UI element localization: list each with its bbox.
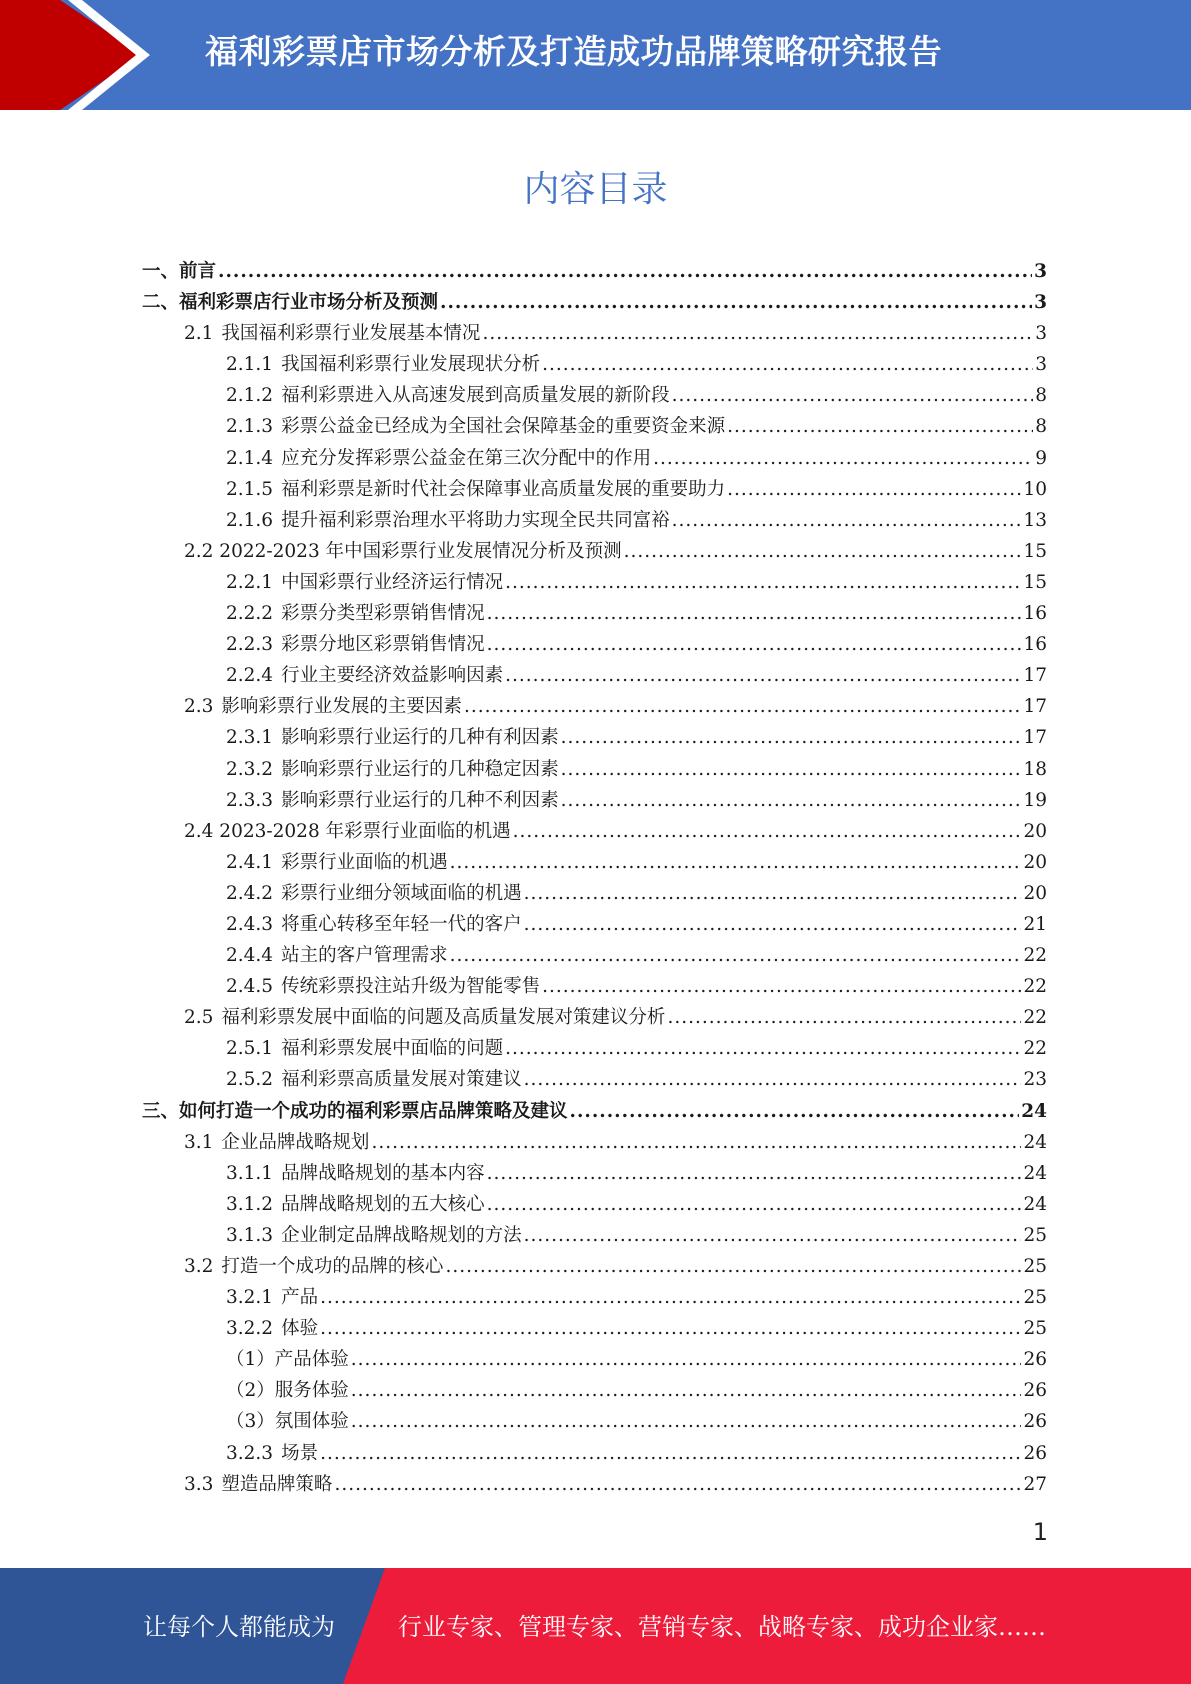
toc-entry-page: 26 [1023, 1380, 1047, 1402]
toc-entry-number: 2.1.2 [226, 385, 274, 407]
toc-entry-title: 影响彩票行业运行的几种稳定因素 [281, 758, 559, 780]
footer-banner [0, 1568, 1191, 1684]
toc-leader-dots [487, 629, 1022, 660]
toc-entry-page: 24 [1021, 1100, 1047, 1122]
toc-entry-page: 22 [1023, 945, 1047, 967]
toc-entry-page: 20 [1023, 851, 1047, 873]
toc-entry-number: 2.4.3 [226, 913, 274, 935]
toc-leader-dots [667, 1002, 1021, 1033]
toc-entry-title: 2.2 2022-2023 年中国彩票行业发展情况分析及预测 [184, 540, 622, 562]
toc-entry-page: 22 [1023, 976, 1047, 998]
toc-entry-number: 2.3.3 [226, 789, 274, 811]
toc-leader-dots [570, 1096, 1020, 1127]
toc-entry[interactable] [142, 971, 1047, 1002]
toc-entry-page: 17 [1023, 696, 1047, 718]
toc-leader-dots [653, 443, 1033, 474]
toc-leader-dots [334, 1469, 1021, 1500]
toc-entry[interactable] [142, 256, 1047, 287]
toc-entry-page: 16 [1023, 634, 1047, 656]
toc-entry-title: 三、如何打造一个成功的福利彩票店品牌策略及建议 [142, 1100, 568, 1122]
toc-entry[interactable] [142, 1002, 1047, 1033]
toc-entry-title: 2.4 2023-2028 年彩票行业面临的机遇 [184, 820, 511, 842]
toc-entry-page: 24 [1023, 1162, 1047, 1184]
toc-leader-dots [727, 411, 1033, 442]
toc-entry-title: 体验 [281, 1318, 319, 1340]
toc-leader-dots [371, 1127, 1021, 1158]
toc-leader-dots [450, 847, 1022, 878]
toc-leader-dots [505, 660, 1021, 691]
toc-entry-title: 福利彩票高质量发展对策建议 [281, 1069, 522, 1091]
toc-entry-title: 中国彩票行业经济运行情况 [281, 571, 504, 593]
toc-entry[interactable] [142, 287, 1047, 318]
toc-entry[interactable] [142, 1344, 1047, 1375]
toc-leader-dots [464, 691, 1022, 722]
toc-heading: 内容目录 [523, 169, 668, 210]
toc-entry-number: 2.1.1 [226, 354, 274, 376]
toc-entry-title: 塑造品牌策略 [221, 1473, 333, 1495]
toc-entry[interactable] [142, 847, 1047, 878]
toc-entry-title: 福利彩票发展中面临的问题 [281, 1038, 504, 1060]
toc-entry[interactable] [142, 1033, 1047, 1064]
toc-leader-dots [487, 598, 1022, 629]
toc-entry-title: 彩票行业细分领域面临的机遇 [281, 882, 522, 904]
toc-leader-dots [524, 909, 1022, 940]
table-of-contents [142, 256, 1047, 1500]
toc-entry-page: 26 [1023, 1349, 1047, 1371]
toc-entry-title: 影响彩票行业运行的几种有利因素 [281, 727, 559, 749]
toc-entry[interactable] [142, 318, 1047, 349]
toc-entry-title: 福利彩票进入从高速发展到高质量发展的新阶段 [281, 385, 670, 407]
toc-entry-page: 15 [1023, 571, 1047, 593]
toc-entry[interactable] [142, 474, 1047, 505]
toc-entry-page: 25 [1023, 1318, 1047, 1340]
toc-leader-dots [482, 318, 1033, 349]
toc-entry[interactable] [142, 754, 1047, 785]
toc-entry[interactable] [142, 722, 1047, 753]
toc-entry-page: 20 [1023, 820, 1047, 842]
toc-entry-number: （2） [226, 1380, 275, 1402]
toc-entry-number: 2.2.4 [226, 665, 274, 687]
toc-entry-page: 17 [1023, 665, 1047, 687]
toc-entry-title: 企业制定品牌战略规划的方法 [281, 1224, 522, 1246]
toc-entry-title: 福利彩票是新时代社会保障事业高质量发展的重要助力 [281, 478, 726, 500]
toc-leader-dots [487, 1189, 1022, 1220]
toc-entry-title: 彩票分地区彩票销售情况 [281, 634, 485, 656]
toc-leader-dots [320, 1438, 1021, 1469]
toc-entry[interactable] [142, 660, 1047, 691]
toc-entry-page: 3 [1035, 323, 1047, 345]
toc-leader-dots [524, 1220, 1022, 1251]
toc-leader-dots [505, 567, 1021, 598]
toc-entry[interactable] [142, 1158, 1047, 1189]
toc-entry-page: 8 [1035, 385, 1047, 407]
toc-entry[interactable] [142, 1064, 1047, 1095]
toc-leader-dots [320, 1282, 1021, 1313]
toc-entry[interactable] [142, 598, 1047, 629]
toc-leader-dots [218, 256, 1032, 287]
toc-entry[interactable] [142, 443, 1047, 474]
toc-entry-number: 2.4.4 [226, 945, 274, 967]
toc-entry-title: 彩票分类型彩票销售情况 [281, 603, 485, 625]
toc-leader-dots [505, 1033, 1021, 1064]
toc-entry-number: 2.5.2 [226, 1069, 274, 1091]
toc-entry-title: 打造一个成功的品牌的核心 [221, 1256, 444, 1277]
toc-entry-title: 品牌战略规划的基本内容 [281, 1162, 485, 1184]
toc-leader-dots [524, 878, 1022, 909]
toc-entry-page: 8 [1035, 416, 1047, 438]
toc-entry-number: 3.1.3 [226, 1224, 274, 1246]
toc-entry-page: 27 [1023, 1473, 1047, 1495]
toc-entry[interactable] [142, 1096, 1047, 1127]
toc-entry-page: 3 [1035, 354, 1047, 376]
toc-entry-number: 2.3.2 [226, 758, 274, 780]
toc-entry-page: 3 [1034, 261, 1047, 282]
toc-entry[interactable] [142, 567, 1047, 598]
toc-entry-number: 2.4.2 [226, 882, 274, 904]
toc-entry-title: 氛围体验 [274, 1411, 349, 1433]
toc-entry-page: 15 [1023, 540, 1047, 562]
toc-entry-title: 企业品牌战略规划 [221, 1131, 370, 1153]
toc-entry-number: 2.1.4 [226, 447, 274, 469]
toc-entry-number: 2.3.1 [226, 727, 274, 749]
toc-leader-dots [524, 1064, 1022, 1095]
toc-entry-number: （3） [226, 1411, 275, 1433]
toc-entry-title: 一、前言 [142, 261, 217, 282]
toc-entry-page: 22 [1023, 1007, 1047, 1029]
toc-entry-page: 21 [1023, 913, 1047, 935]
toc-entry-number: 2.1 [184, 323, 214, 345]
toc-leader-dots [320, 1313, 1021, 1344]
toc-entry-page: 9 [1035, 447, 1047, 469]
toc-entry-title: 产品体验 [274, 1349, 349, 1371]
toc-leader-dots [445, 1251, 1021, 1282]
toc-entry-page: 24 [1023, 1193, 1047, 1215]
toc-leader-dots [513, 816, 1022, 847]
toc-leader-dots [351, 1406, 1022, 1437]
toc-entry-number: 2.2.2 [226, 603, 274, 625]
toc-entry-title: 场景 [281, 1442, 319, 1464]
toc-entry-page: 25 [1023, 1256, 1047, 1277]
toc-entry[interactable] [142, 1127, 1047, 1158]
toc-entry[interactable] [142, 1406, 1047, 1437]
toc-entry-page: 22 [1023, 1038, 1047, 1060]
toc-entry-page: 17 [1023, 727, 1047, 749]
toc-leader-dots [440, 287, 1032, 318]
toc-entry-page: 20 [1023, 882, 1047, 904]
toc-entry-title: 提升福利彩票治理水平将助力实现全民共同富裕 [281, 509, 670, 531]
toc-entry-title: 影响彩票行业运行的几种不利因素 [281, 789, 559, 811]
toc-entry-title: 彩票行业面临的机遇 [281, 851, 448, 873]
toc-entry-page: 16 [1023, 603, 1047, 625]
toc-leader-dots [487, 1158, 1022, 1189]
toc-entry[interactable] [142, 1313, 1047, 1344]
toc-leader-dots [351, 1375, 1022, 1406]
toc-entry-page: 23 [1023, 1069, 1047, 1091]
toc-entry-number: （1） [226, 1349, 275, 1371]
toc-entry-page: 25 [1023, 1224, 1047, 1246]
toc-leader-dots [542, 349, 1033, 380]
toc-entry-number: 2.1.3 [226, 416, 274, 438]
toc-entry-title: 应充分发挥彩票公益金在第三次分配中的作用 [281, 447, 652, 469]
toc-entry-number: 2.4.1 [226, 851, 274, 873]
toc-entry-page: 26 [1023, 1442, 1047, 1464]
toc-entry[interactable] [142, 1438, 1047, 1469]
page-number: 1 [1032, 1518, 1048, 1546]
toc-entry[interactable] [142, 816, 1047, 847]
toc-entry[interactable] [142, 940, 1047, 971]
toc-entry-number: 2.3 [184, 696, 214, 718]
toc-entry-page: 3 [1034, 292, 1047, 314]
toc-entry-number: 2.2.1 [226, 571, 274, 593]
toc-leader-dots [450, 940, 1022, 971]
toc-entry-page: 10 [1023, 478, 1047, 500]
toc-entry-number: 2.2.3 [226, 634, 274, 656]
footer-slogan-right: 行业专家、管理专家、营销专家、战略专家、成功企业家…… [398, 1613, 1046, 1641]
toc-entry-page: 26 [1023, 1411, 1047, 1433]
toc-entry[interactable] [142, 505, 1047, 536]
toc-entry[interactable] [142, 536, 1047, 567]
toc-entry-page: 18 [1023, 758, 1047, 780]
toc-entry[interactable] [142, 629, 1047, 660]
toc-entry-number: 2.4.5 [226, 976, 274, 998]
toc-entry-title: 站主的客户管理需求 [281, 945, 448, 967]
toc-entry[interactable] [142, 1251, 1047, 1282]
toc-entry-title: 二、福利彩票店行业市场分析及预测 [142, 292, 439, 314]
toc-entry[interactable] [142, 349, 1047, 380]
toc-entry[interactable] [142, 878, 1047, 909]
red-arrow-decoration [0, 0, 150, 110]
toc-entry-title: 行业主要经济效益影响因素 [281, 665, 504, 687]
toc-leader-dots [561, 722, 1022, 753]
toc-leader-dots [624, 536, 1022, 567]
toc-entry[interactable] [142, 1469, 1047, 1500]
toc-entry[interactable] [142, 380, 1047, 411]
toc-entry[interactable] [142, 785, 1047, 816]
toc-entry-number: 3.3 [184, 1473, 214, 1495]
toc-entry[interactable] [142, 1220, 1047, 1251]
toc-entry-number: 3.1.1 [226, 1162, 274, 1184]
toc-leader-dots [561, 785, 1022, 816]
toc-entry-title: 彩票公益金已经成为全国社会保障基金的重要资金来源 [281, 416, 726, 438]
toc-entry-title: 传统彩票投注站升级为智能零售 [281, 976, 541, 998]
toc-entry-number: 2.5.1 [226, 1038, 274, 1060]
footer-slogan-left: 让每个人都能成为 [143, 1613, 335, 1641]
toc-entry-title: 将重心转移至年轻一代的客户 [281, 913, 522, 935]
toc-entry-page: 25 [1023, 1287, 1047, 1309]
toc-entry[interactable] [142, 1282, 1047, 1313]
toc-entry-page: 13 [1023, 509, 1047, 531]
toc-entry-title: 我国福利彩票行业发展现状分析 [281, 354, 541, 376]
toc-entry-number: 3.1.2 [226, 1193, 274, 1215]
toc-entry-number: 3.1 [184, 1131, 214, 1153]
toc-entry-title: 福利彩票发展中面临的问题及高质量发展对策建议分析 [221, 1007, 666, 1029]
toc-entry-page: 24 [1023, 1131, 1047, 1153]
toc-leader-dots [672, 380, 1034, 411]
toc-entry-number: 3.2.3 [226, 1442, 274, 1464]
toc-entry-number: 2.1.5 [226, 478, 274, 500]
toc-entry-number: 3.2.1 [226, 1287, 274, 1309]
toc-entry-title: 影响彩票行业发展的主要因素 [221, 696, 462, 718]
toc-entry[interactable] [142, 411, 1047, 442]
report-title: 福利彩票店市场分析及打造成功品牌策略研究报告 [205, 32, 942, 71]
toc-entry-title: 产品 [281, 1287, 319, 1309]
toc-entry-title: 品牌战略规划的五大核心 [281, 1193, 485, 1215]
toc-entry[interactable] [142, 691, 1047, 722]
toc-entry-title: 服务体验 [274, 1380, 349, 1402]
toc-leader-dots [727, 474, 1021, 505]
toc-entry-number: 2.5 [184, 1007, 214, 1029]
toc-leader-dots [542, 971, 1021, 1002]
toc-entry[interactable] [142, 1375, 1047, 1406]
toc-entry-page: 19 [1023, 789, 1047, 811]
toc-leader-dots [351, 1344, 1022, 1375]
toc-entry[interactable] [142, 909, 1047, 940]
toc-entry-title: 我国福利彩票行业发展基本情况 [221, 323, 481, 345]
toc-entry-number: 2.1.6 [226, 509, 274, 531]
toc-entry-number: 3.2 [184, 1256, 214, 1277]
toc-entry-number: 3.2.2 [226, 1318, 274, 1340]
toc-entry[interactable] [142, 1189, 1047, 1220]
toc-leader-dots [672, 505, 1022, 536]
report-header [0, 0, 1191, 110]
toc-leader-dots [561, 754, 1022, 785]
